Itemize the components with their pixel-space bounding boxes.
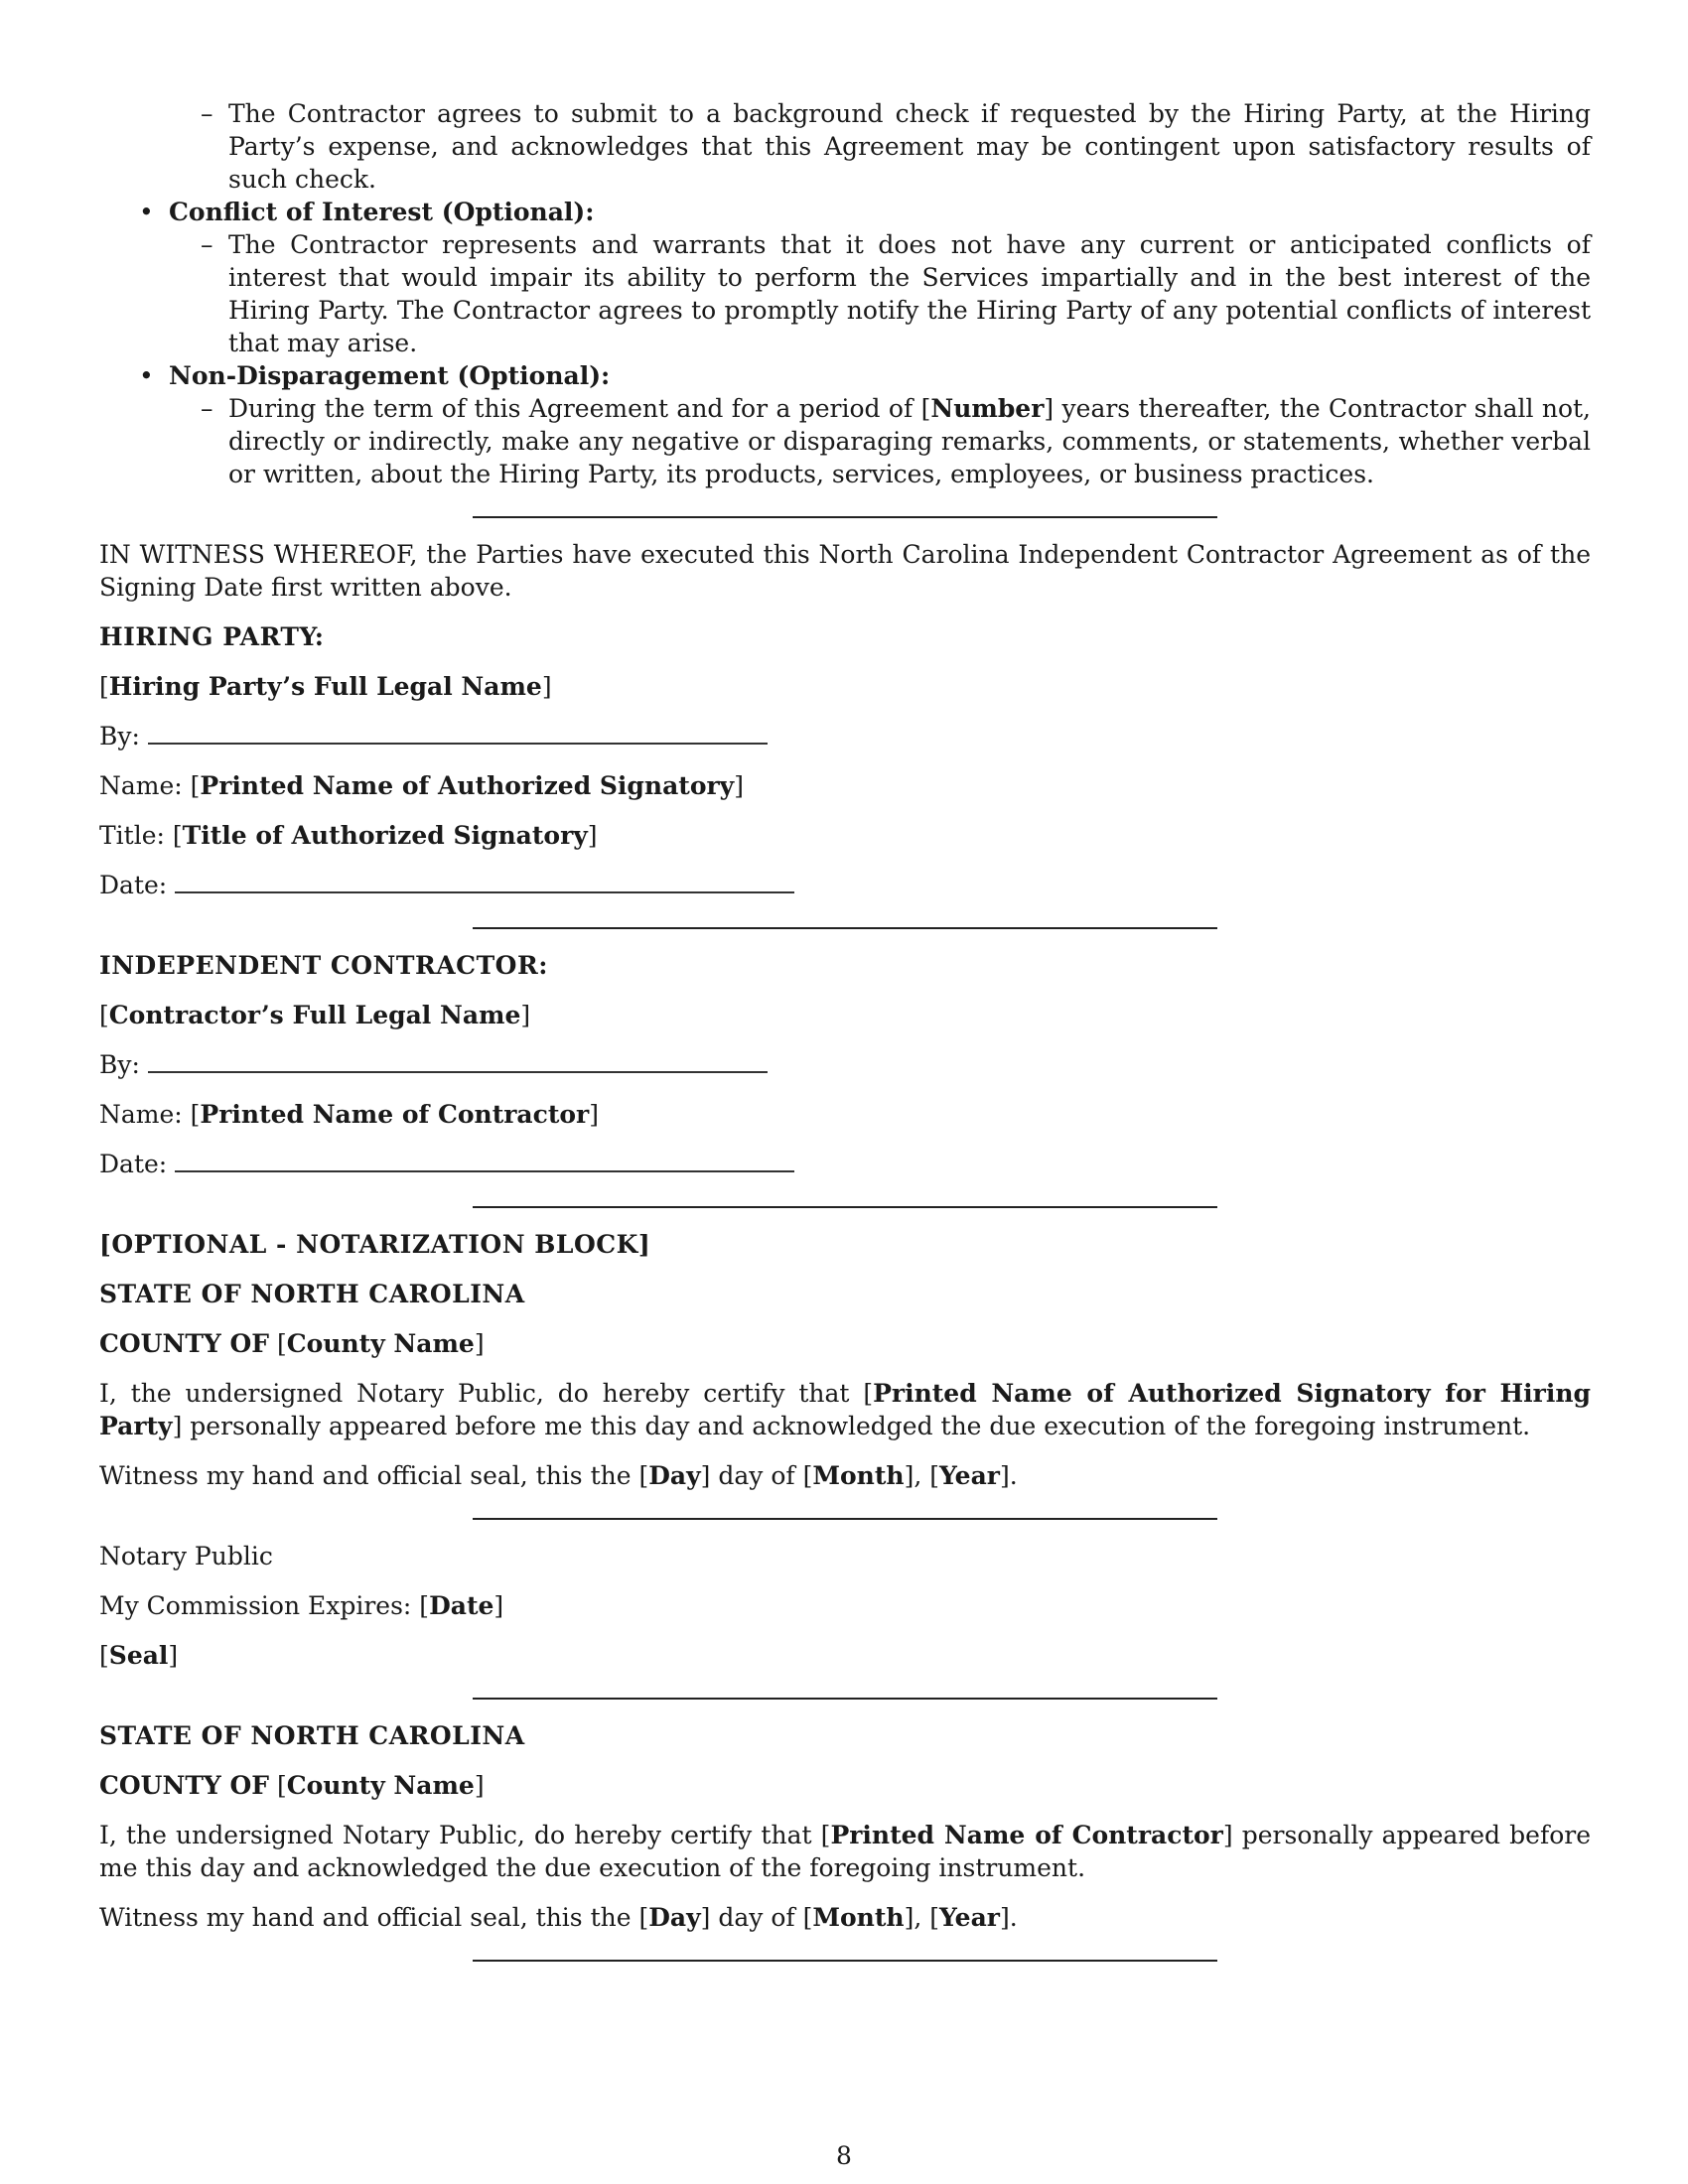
title-label: Title:	[99, 821, 165, 850]
month-placeholder: Month	[812, 1461, 905, 1490]
contractor-date-field[interactable]	[175, 1149, 794, 1172]
optional-clauses-list	[99, 196, 1591, 228]
hiring-party-name-value: Printed Name of Authorized Signatory	[200, 771, 735, 800]
conflict-of-interest-item	[99, 196, 1591, 228]
notary-signature-line	[473, 1518, 1217, 1520]
commission-date-placeholder: Date	[429, 1591, 494, 1620]
contractor-placeholder: Printed Name of Contractor	[830, 1821, 1223, 1849]
hiring-party-legal-name: [Hiring Party’s Full Legal Name]	[99, 672, 552, 701]
hiring-party-name-line: Name: [Printed Name of Authorized Signatory]	[99, 771, 744, 800]
background-check-clause: – The Contractor agrees to submit to a background check if requested by the Hiring Party, at the Hiring Party’s expense, and acknowledges that this Agreement may be contingent upon satisfactory results of such check.	[99, 97, 1591, 196]
hiring-party-heading: HIRING PARTY:	[99, 622, 325, 651]
notary-signature-line	[473, 1960, 1217, 1962]
notary2-state: STATE OF NORTH CAROLINA	[99, 1721, 525, 1750]
section-divider	[473, 1206, 1217, 1208]
hiring-party-legal-name-value: Hiring Party’s Full Legal Name	[108, 672, 542, 701]
day-placeholder: Day	[648, 1461, 701, 1490]
notary1-witness-line: Witness my hand and official seal, this the [Day] day of [Month], [Year].	[99, 1461, 1018, 1490]
section-divider	[473, 1698, 1217, 1700]
county-value: County Name	[286, 1329, 475, 1358]
contractor-heading: INDEPENDENT CONTRACTOR:	[99, 951, 548, 980]
month-placeholder: Month	[812, 1903, 905, 1932]
contractor-name-value: Printed Name of Contractor	[200, 1100, 590, 1129]
contractor-name-line: Name: [Printed Name of Contractor]	[99, 1100, 599, 1129]
hiring-party-title-line: Title: [Title of Authorized Signatory]	[99, 821, 598, 850]
county-value: County Name	[286, 1771, 475, 1800]
number-placeholder: Number	[930, 394, 1045, 423]
hiring-party-signature-field[interactable]	[148, 721, 768, 745]
name-label: Name:	[99, 771, 183, 800]
county-label: COUNTY OF	[99, 1329, 270, 1358]
date-label: Date:	[99, 871, 168, 899]
page-number: 8	[836, 2141, 852, 2170]
contractor-legal-name-value: Contractor’s Full Legal Name	[108, 1001, 521, 1029]
hiring-signatory-placeholder: Printed Name of Authorized Signatory for Hiring Party	[99, 1379, 1591, 1440]
seal-text: Seal	[108, 1641, 169, 1670]
conflict-of-interest-title: Conflict of Interest (Optional):	[169, 198, 595, 226]
by-label: By:	[99, 722, 140, 751]
year-placeholder: Year	[938, 1903, 1000, 1932]
non-disparagement-clause: – During the term of this Agreement and for a period of [Number] years thereafter, the Contractor shall not, directly or indirectly, make any negative or disparaging remarks, comments, or statements, whether verbal or written, about the Hiring Party, its products, services, employees, or business practices.	[99, 392, 1591, 490]
section-divider	[473, 516, 1217, 518]
year-placeholder: Year	[938, 1461, 1000, 1490]
contractor-legal-name: [Contractor’s Full Legal Name]	[99, 1001, 531, 1029]
county-label: COUNTY OF	[99, 1771, 270, 1800]
conflict-of-interest-clause: – The Contractor represents and warrants that it does not have any current or anticipated conflicts of interest that would impair its ability to perform the Services impartially and in the best interest of the Hiring Party. The Contractor agrees to promptly notify the Hiring Party of any potential conflicts of interest that may arise.	[99, 228, 1591, 359]
notary2-county: COUNTY OF [County Name]	[99, 1771, 485, 1800]
contractor-signature-field[interactable]	[148, 1049, 768, 1073]
name-label: Name:	[99, 1100, 183, 1129]
notary-public-label: Notary Public	[99, 1542, 273, 1570]
date-label: Date:	[99, 1150, 168, 1178]
commission-label: My Commission Expires:	[99, 1591, 412, 1620]
notary2-witness-line: Witness my hand and official seal, this the [Day] day of [Month], [Year].	[99, 1903, 1018, 1932]
notary1-county: COUNTY OF [County Name]	[99, 1329, 485, 1358]
seal-placeholder: [Seal]	[99, 1641, 179, 1670]
hiring-party-by-line	[99, 720, 1591, 752]
hiring-party-title-value: Title of Authorized Signatory	[182, 821, 588, 850]
hiring-party-date-field[interactable]	[175, 870, 794, 893]
optional-clauses-list-2	[99, 359, 1591, 392]
notary1-state: STATE OF NORTH CAROLINA	[99, 1280, 525, 1308]
notarization-block-title: [OPTIONAL - NOTARIZATION BLOCK]	[99, 1230, 651, 1259]
contractor-by-line	[99, 1048, 1591, 1081]
non-disparagement-title: Non-Disparagement (Optional):	[169, 361, 611, 390]
commission-expires-line: My Commission Expires: [Date]	[99, 1591, 504, 1620]
non-disparagement-item	[99, 359, 1591, 392]
by-label: By:	[99, 1050, 140, 1079]
witness-paragraph: IN WITNESS WHEREOF, the Parties have executed this North Carolina Independent Contractor Agreement as of the Signing Date first written above.	[99, 540, 1591, 602]
notary2-certification: I, the undersigned Notary Public, do hereby certify that [Printed Name of Contractor] personally appeared before me this day and acknowledged the due execution of the foregoing instrument.	[99, 1821, 1592, 1882]
document-page	[99, 97, 1591, 1962]
notarization-block-title-text: OPTIONAL - NOTARIZATION BLOCK	[111, 1230, 638, 1259]
section-divider	[473, 927, 1217, 929]
notary1-certification: I, the undersigned Notary Public, do hereby certify that [Printed Name of Authorized Signatory for Hiring Party] personally appeared before me this day and acknowledged the due execution of the foregoing instrument.	[99, 1379, 1591, 1440]
hiring-party-date-line	[99, 869, 1591, 901]
day-placeholder: Day	[648, 1903, 701, 1932]
contractor-date-line	[99, 1148, 1591, 1180]
